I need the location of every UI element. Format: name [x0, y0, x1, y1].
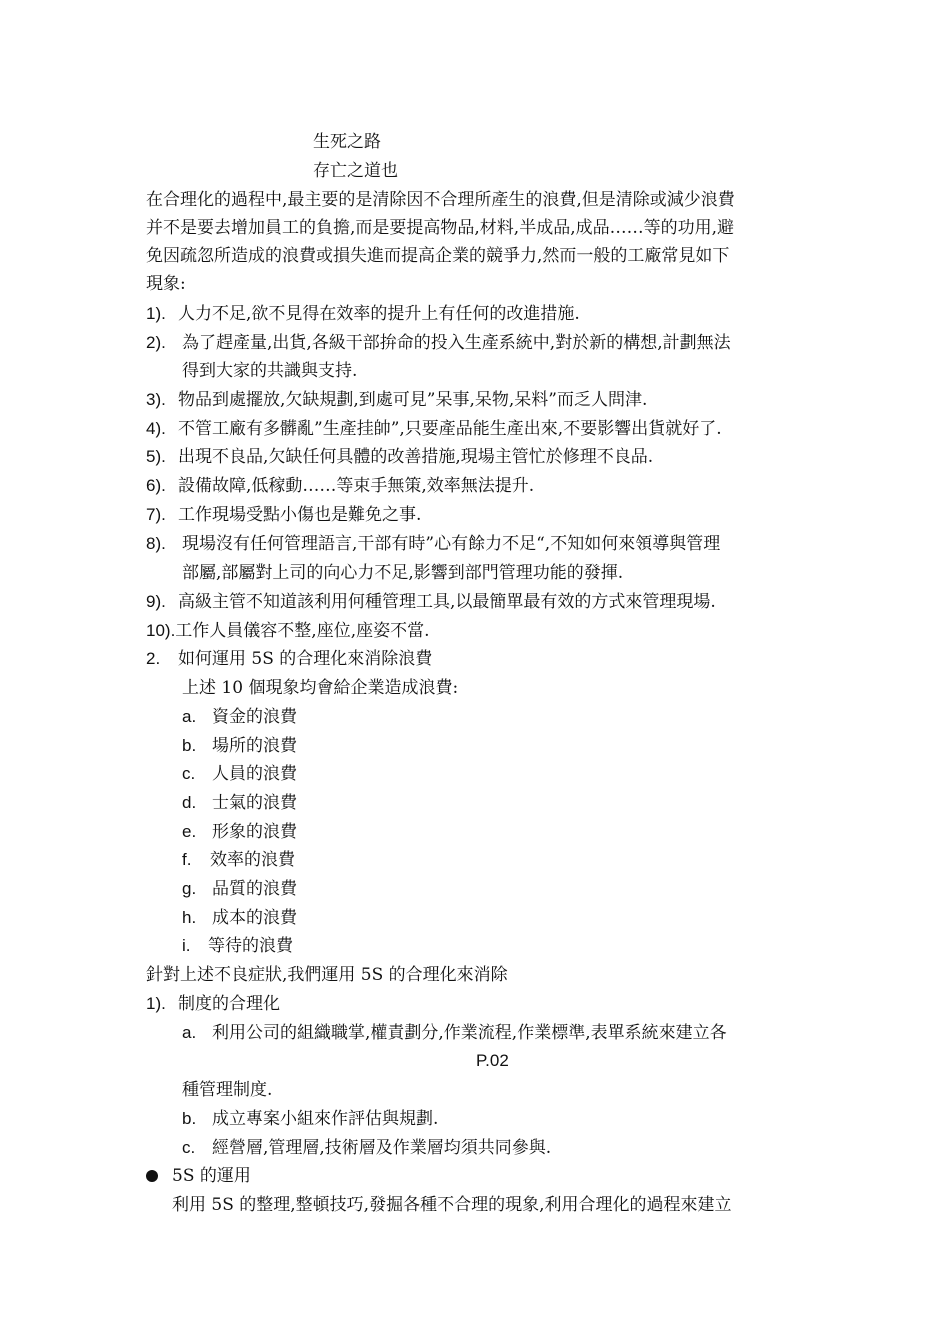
phenomenon-item	[146, 619, 430, 643]
item-letter: a.	[182, 1023, 197, 1042]
title-line-1: 生死之路	[313, 132, 381, 152]
waste-item	[182, 820, 297, 844]
bullet-icon	[146, 1170, 158, 1182]
waste-item	[182, 791, 297, 815]
intro-line: 免因疏忽所造成的浪費或損失進而提高企業的競爭力,然而一般的工廠常見如下	[146, 246, 730, 266]
item-text-continued: 種管理制度.	[182, 1080, 273, 1100]
item-text: 等待的浪費	[208, 936, 293, 956]
item-number: 3).	[146, 390, 166, 409]
remedy-subitem	[182, 1136, 551, 1160]
item-letter: d.	[182, 793, 197, 812]
item-text: 利用公司的組織職掌,權責劃分,作業流程,作業標準,表單系統來建立各	[212, 1023, 727, 1043]
item-number: 6).	[146, 476, 166, 495]
waste-item	[182, 877, 297, 901]
item-number: 1).	[146, 304, 166, 323]
page-number: P.02	[476, 1051, 509, 1070]
item-letter: g.	[182, 879, 197, 898]
item-letter: b.	[182, 736, 197, 755]
item-number: 7).	[146, 505, 166, 524]
remedy-intro: 針對上述不良症狀,我們運用 5S 的合理化來消除	[146, 965, 508, 985]
item-letter: c.	[182, 1138, 196, 1157]
item-text: 形象的浪費	[212, 822, 297, 842]
item-text: 資金的浪費	[212, 707, 297, 727]
item-text: 場所的浪費	[212, 736, 297, 756]
section-title: 如何運用 5S 的合理化來消除浪費	[178, 649, 433, 669]
waste-item	[182, 734, 297, 758]
item-letter: f.	[182, 850, 192, 869]
item-text: 經營層,管理層,技術層及作業層均須共同參與.	[212, 1138, 552, 1158]
phenomenon-item	[146, 302, 580, 326]
phenomenon-item	[146, 388, 647, 412]
phenomenon-item	[146, 503, 421, 527]
item-text: 士氣的浪費	[212, 793, 297, 813]
phenomenon-item	[146, 590, 716, 614]
remedy-subitem	[182, 1021, 727, 1045]
intro-line: 現象:	[146, 274, 186, 294]
item-number: 5).	[146, 447, 166, 466]
item-number: 1).	[146, 994, 166, 1013]
item-letter: a.	[182, 707, 197, 726]
phenomenon-item	[146, 474, 534, 498]
item-number: 8).	[146, 534, 166, 553]
item-text: 現場沒有任何管理語言,干部有時”心有餘力不足“,不知如何來領導與管理	[182, 534, 721, 554]
item-number: 2).	[146, 333, 166, 352]
item-text: 物品到處擺放,欠缺規劃,到處可見”呆事,呆物,呆料”而乏人問津.	[178, 390, 648, 410]
waste-item	[182, 906, 297, 930]
item-title: 制度的合理化	[178, 994, 280, 1014]
usage-text: 利用 5S 的整理,整頓技巧,發掘各種不合理的現象,利用合理化的過程來建立	[172, 1195, 732, 1215]
item-letter: h.	[182, 908, 197, 927]
remedy-item	[146, 992, 280, 1016]
phenomenon-item	[146, 532, 720, 556]
item-text: 為了趕產量,出貨,各級干部拚命的投入生產系統中,對於新的構想,計劃無法	[182, 333, 731, 353]
item-letter: i.	[182, 936, 191, 955]
item-text: 設備故障,低稼動……等束手無策,效率無法提升.	[178, 476, 535, 496]
item-text: 人員的浪費	[212, 764, 297, 784]
item-text: 成本的浪費	[212, 908, 297, 928]
item-text: 工作人員儀容不整,座位,座姿不當.	[175, 621, 430, 641]
item-text: 出現不良品,欠缺任何具體的改善措施,現場主管忙於修理不良品.	[178, 447, 654, 467]
item-text: 工作現場受點小傷也是難免之事.	[178, 505, 422, 525]
usage-title: 5S 的運用	[172, 1166, 251, 1186]
phenomenon-item	[146, 417, 722, 441]
item-text-continued: 得到大家的共識與支持.	[182, 361, 358, 381]
usage-heading	[146, 1164, 251, 1188]
waste-item	[182, 762, 297, 786]
item-text: 效率的浪費	[210, 850, 295, 870]
item-text: 人力不足,欲不見得在效率的提升上有任何的改進措施.	[178, 304, 580, 324]
item-text: 高級主管不知道該利用何種管理工具,以最簡單最有效的方式來管理現場.	[178, 592, 716, 612]
item-letter: c.	[182, 764, 196, 783]
item-text: 成立專案小組來作評估與規劃.	[212, 1109, 439, 1129]
section-number: 2.	[146, 649, 161, 668]
phenomenon-item	[146, 445, 653, 469]
item-text-continued: 部屬,部屬對上司的向心力不足,影響到部門管理功能的發揮.	[182, 563, 624, 583]
item-letter: e.	[182, 822, 197, 841]
item-text: 品質的浪費	[212, 879, 297, 899]
section-heading	[146, 647, 432, 671]
item-number: 9).	[146, 592, 166, 611]
intro-line: 在合理化的過程中,最主要的是清除因不合理所產生的浪費,但是清除或減少浪費	[146, 190, 735, 210]
phenomenon-item	[146, 331, 731, 355]
title-line-2: 存亡之道也	[313, 161, 398, 181]
waste-item	[182, 934, 293, 958]
waste-item	[182, 705, 297, 729]
item-number: 10).	[146, 621, 176, 640]
section-subtitle: 上述 10 個現象均會給企業造成浪費:	[182, 678, 459, 698]
waste-item	[182, 848, 295, 872]
item-text: 不管工廠有多髒亂”生產挂帥”,只要產品能生產出來,不要影響出貨就好了.	[178, 419, 722, 439]
item-number: 4).	[146, 419, 166, 438]
remedy-subitem	[182, 1107, 438, 1131]
item-letter: b.	[182, 1109, 197, 1128]
intro-line: 并不是要去增加員工的負擔,而是要提高物品,材料,半成品,成品……等的功用,避	[146, 218, 735, 238]
